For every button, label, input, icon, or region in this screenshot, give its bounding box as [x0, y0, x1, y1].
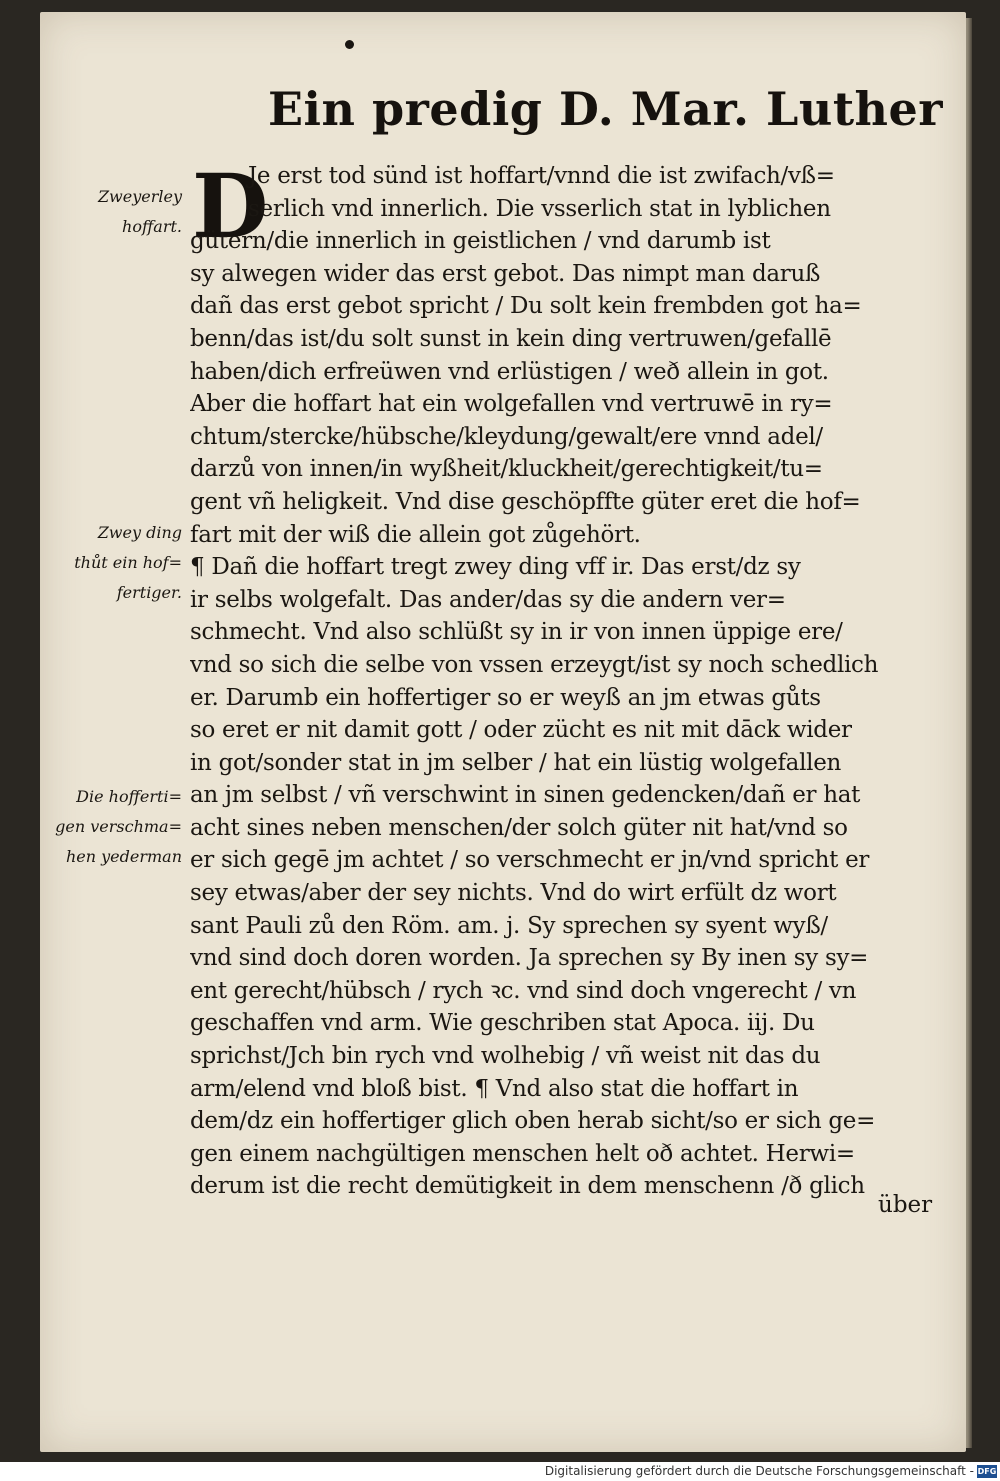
dfg-logo-icon: DFG: [977, 1467, 997, 1476]
text-line: Aber die hoffart hat ein wolgefallen vnd vertruwē in ry=: [190, 391, 833, 418]
text-line: sprichst/Jch bin rych vnd wolhebig / vñ weist nit das du: [190, 1043, 821, 1070]
running-title: Ein predig D. Mar. Luther: [268, 82, 944, 136]
text-line: ir selbs wolgefalt. Das ander/das sy die andern ver=: [190, 586, 786, 613]
text-line: dem/dz ein hoffertiger glich oben herab sicht/so er sich ge=: [190, 1108, 876, 1135]
body-text-block: [190, 154, 942, 1203]
marginal-note-zwey-ding: [54, 518, 182, 608]
marginal-note-line: Die hofferti=: [76, 787, 182, 806]
digitization-footer: [0, 1462, 1000, 1481]
text-line: acht sines neben menschen/der solch güter nit hat/vnd so: [190, 814, 848, 841]
text-line: sy alwegen wider das erst gebot. Das nimpt man daruß: [190, 260, 821, 287]
drop-cap-initial: D: [192, 154, 269, 258]
text-line: derum ist die recht demütigkeit in dem menschenn /ð glich: [190, 1173, 865, 1200]
text-line: sey etwas/aber der sey nichts. Vnd do wirt erfült dz wort: [190, 880, 837, 907]
text-line: fart mit der wiß die allein got zůgehört.: [190, 521, 641, 548]
marginal-note-line: fertiger.: [116, 583, 182, 602]
marginal-note-line: Zwey ding: [97, 523, 182, 542]
text-line: chtum/stercke/hübsche/kleydung/gewalt/ere vnnd adel/: [190, 423, 823, 450]
text-line: er. Darumb ein hoffertiger so er weyß an jm etwas gůts: [190, 684, 821, 711]
marginal-note-line: Zweyerley: [97, 187, 182, 206]
text-line: darzů von innen/in wyßheit/kluckheit/gerechtigkeit/tu=: [190, 456, 823, 483]
marginal-note-line: hoffart.: [122, 217, 182, 236]
ink-dot: [345, 40, 354, 49]
text-line: in got/sonder stat in jm selber / hat ein lüstig wolgefallen: [190, 749, 842, 776]
text-line: geschaffen vnd arm. Wie geschriben stat Apoca. iij. Du: [190, 1010, 815, 1037]
text-line: benn/das ist/du solt sunst in kein ding vertruwen/gefallē: [190, 325, 832, 352]
text-line: vnd so sich die selbe von vssen erzeygt/ist sy noch schedlich: [190, 651, 879, 678]
text-line: schmecht. Vnd also schlüßt sy in ir von innen üppige ere/: [190, 619, 843, 646]
text-line: ¶ Dañ die hoffart tregt zwey ding vff ir. Das erst/dz sy: [190, 554, 801, 581]
text-line: so eret er nit damit gott / oder zücht es nit mit dāck wider: [190, 717, 852, 744]
text-line: ent gerecht/hübsch / rych ꝛc. vnd sind doch vngerecht / vn: [190, 977, 857, 1004]
marginal-note-die-hoffertigen: [54, 782, 182, 872]
text-line: sant Pauli zů den Röm. am. j. Sy sprechen sy syent wyß/: [190, 912, 828, 939]
text-line: gütern/die innerlich in geistlichen / vnd darumb ist: [190, 228, 771, 255]
text-line: gen einem nachgültigen menschen helt oð achtet. Herwi=: [190, 1140, 855, 1167]
text-line: gent vñ heligkeit. Vnd dise geschöpffte güter eret die hof=: [190, 488, 861, 515]
funding-credit: Digitalisierung gefördert durch die Deutsche Forschungsgemeinschaft -: [544, 1464, 974, 1478]
text-line: vnd sind doch doren worden. Ja sprechen sy By inen sy sy=: [190, 945, 869, 972]
marginal-note-line: thůt ein hof=: [74, 553, 182, 572]
catchword: über: [878, 1192, 933, 1218]
marginal-note-line: hen yederman: [65, 847, 182, 866]
text-line: serlich vnd innerlich. Die vsserlich stat in lyblichen: [248, 195, 831, 222]
marginal-note-line: gen verschma=: [55, 817, 182, 836]
text-line: dañ das erst gebot spricht / Du solt kein frembden got ha=: [190, 293, 862, 320]
marginal-note-zweyerley-hoffart: [54, 182, 182, 242]
text-line: an jm selbst / vñ verschwint in sinen gedencken/dañ er hat: [190, 782, 861, 809]
text-line: Je erst tod sünd ist hoffart/vnnd die ist zwifach/vß=: [248, 163, 835, 189]
text-line: er sich gegē jm achtet / so verschmecht er jn/vnd spricht er: [190, 847, 870, 874]
text-line: arm/elend vnd bloß bist. ¶ Vnd also stat die hoffart in: [190, 1075, 799, 1102]
text-line: haben/dich erfreüwen vnd erlüstigen / weð allein in got.: [190, 358, 829, 385]
